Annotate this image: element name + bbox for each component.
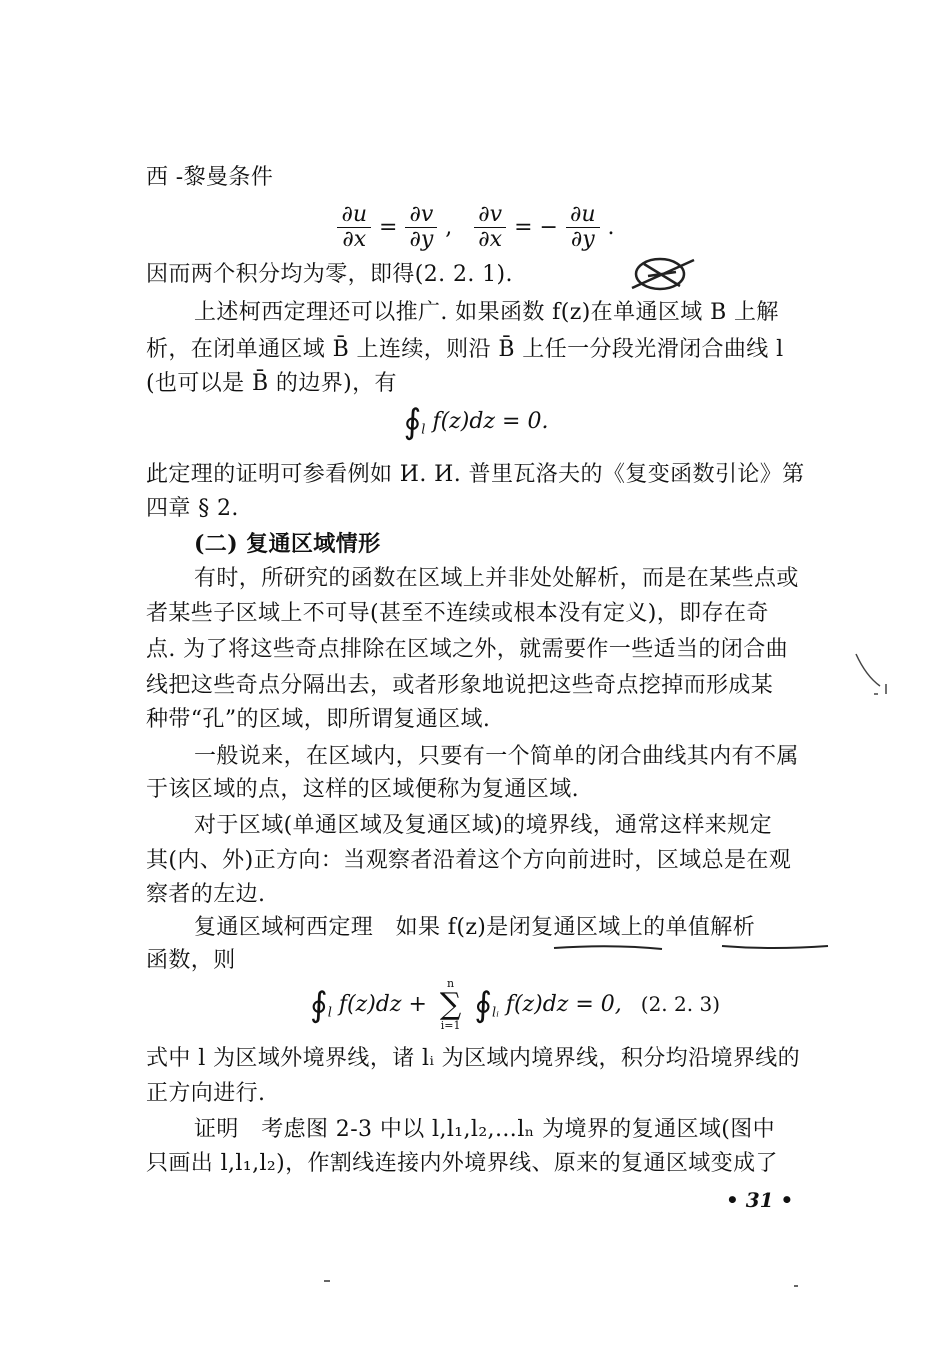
scan-speck [794, 1285, 798, 1287]
theorem-line: 复通区域柯西定理 如果 f(z)是闭复通区域上的单值解析 [194, 915, 756, 940]
summation [440, 978, 461, 1032]
sum-symbol: ∑ [439, 987, 462, 1022]
numerator: ∂u [337, 203, 371, 228]
contour-integral-symbol: ∮ [474, 985, 493, 1025]
fraction [337, 203, 371, 252]
integral-subscript: l [421, 422, 426, 438]
integral-subscript: lᵢ [492, 1005, 499, 1021]
contour-integral-symbol: ∮ [403, 402, 422, 442]
handwritten-scribble [618, 252, 708, 298]
numerator: ∂u [566, 203, 600, 228]
text-line: 于该区域的点，这样的区域便称为复通区域. [146, 777, 579, 802]
text-line: 点. 为了将这些奇点排除在区域之外，就需要作一些适当的闭合曲 [146, 637, 788, 662]
fraction [405, 203, 437, 252]
denominator: ∂x [478, 227, 503, 252]
margin-mark [852, 650, 896, 700]
text-line: 其(内、外)正方向：当观察者沿着这个方向前进时，区域总是在观 [146, 848, 792, 873]
fraction [566, 203, 600, 252]
fraction [474, 203, 506, 252]
cauchy-integral-equation [0, 402, 952, 442]
multiply-connected-cauchy-equation [310, 978, 850, 1032]
numerator: ∂v [474, 203, 506, 228]
operator: = − [514, 214, 558, 240]
text-line: (也可以是 B̄ 的边界)，有 [146, 371, 397, 396]
text-line: 正方向进行. [146, 1081, 266, 1106]
scan-speck [324, 1280, 330, 1282]
text-line: 上述柯西定理还可以推广. 如果函数 f(z)在单通区域 B 上解 [194, 300, 779, 325]
text-line: 种带“孔”的区域，即所谓复通区域. [146, 707, 491, 732]
integral-subscript: l [327, 1005, 332, 1021]
operator: = [379, 214, 398, 240]
page-number: • 31 • [726, 1188, 794, 1212]
text-line: 对于区域(单通区域及复通区域)的境界线，通常这样来规定 [194, 813, 772, 838]
text-line: 有时，所研究的函数在区域上并非处处解析，而是在某些点或 [194, 566, 799, 591]
integral-body: f(z)dz = 0, [505, 992, 622, 1017]
denominator: ∂x [342, 227, 367, 252]
denominator: ∂y [409, 227, 434, 252]
text-line: 者某些子区域上不可导(甚至不连续或根本没有定义)，即存在奇 [146, 601, 769, 626]
integral-body: f(z)dz = 0. [432, 409, 549, 434]
text-line: 四章 § 2. [146, 496, 239, 521]
separator: , [445, 214, 453, 240]
text-line: 察者的左边. [146, 882, 266, 907]
integral-body: f(z)dz + [338, 992, 427, 1017]
denominator: ∂y [570, 227, 595, 252]
text-line: 析，在闭单通区域 B̄ 上连续，则沿 B̄ 上任一分段光滑闭合曲线 l [146, 337, 784, 362]
text-line: 西 -黎曼条件 [146, 165, 274, 190]
sum-upper-limit: n [447, 977, 455, 990]
text-line: 函数，则 [146, 948, 236, 973]
cauchy-riemann-equation [0, 203, 952, 252]
text-line: 因而两个积分均为零，即得(2. 2. 1). [146, 262, 513, 287]
text-line: 此定理的证明可参看例如 И. И. 普里瓦洛夫的《复变函数引论》第 [146, 462, 805, 487]
text-line: 线把这些奇点分隔出去，或者形象地说把这些奇点挖掉而形成某 [146, 673, 774, 698]
equation-number: (2. 2. 3) [640, 992, 720, 1016]
sum-lower-limit: i=1 [440, 1019, 461, 1032]
operator: . [607, 214, 615, 240]
text-line: 只画出 l,l₁,l₂)，作割线连接内外境界线、原来的复通区域变成了 [146, 1151, 778, 1176]
text-line: 一般说来，在区域内，只要有一个简单的闭合曲线其内有不属 [194, 744, 799, 769]
numerator: ∂v [405, 203, 437, 228]
proof-line: 证明 考虑图 2-3 中以 l,l₁,l₂,…lₙ 为境界的复通区域(图中 [194, 1117, 776, 1142]
section-heading: (二) 复通区域情形 [194, 531, 381, 557]
text-line: 式中 l 为区域外境界线，诸 lᵢ 为区域内境界线，积分均沿境界线的 [146, 1046, 801, 1071]
contour-integral-symbol: ∮ [310, 985, 328, 1025]
